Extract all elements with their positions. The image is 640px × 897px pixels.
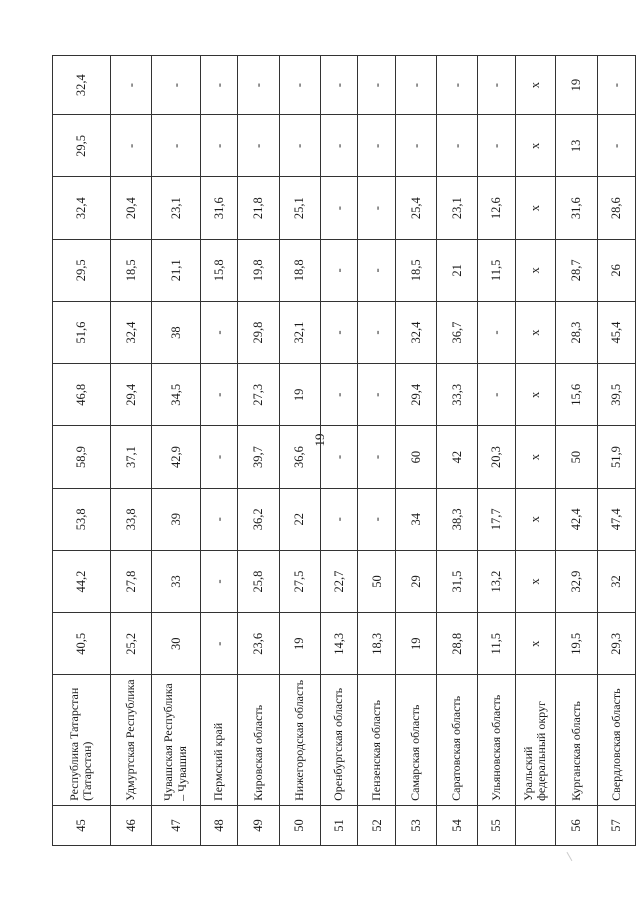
value-cell: -: [598, 115, 636, 177]
value-cell: -: [320, 177, 358, 239]
value-cell: 47,4: [598, 488, 636, 550]
value-cell: 28,7: [555, 239, 597, 301]
value-cell: 44,2: [53, 550, 111, 612]
value-cell: -: [320, 301, 358, 363]
value-cell: 23,6: [238, 613, 279, 675]
value-cell: -: [320, 426, 358, 488]
value-cell: -: [200, 364, 238, 426]
value-cell: -: [358, 56, 396, 115]
value-cell: 23,1: [437, 177, 478, 239]
value-cell: -: [200, 301, 238, 363]
value-cell: 23,1: [151, 177, 200, 239]
region-name-cell: Оренбургская область: [320, 675, 358, 805]
value-cell: -: [200, 115, 238, 177]
region-name-cell: Республика Татарстан (Татарстан): [53, 675, 111, 805]
rotated-table-container: [52, 55, 636, 846]
table-row: [358, 56, 396, 846]
region-name-cell: Удмуртская Республика: [110, 675, 151, 805]
value-cell: 21: [437, 239, 478, 301]
value-cell: 39,5: [598, 364, 636, 426]
value-cell: 29: [396, 550, 437, 612]
row-number-cell: 48: [200, 805, 238, 845]
value-cell: 39: [151, 488, 200, 550]
value-cell: -: [200, 426, 238, 488]
value-cell: -: [320, 364, 358, 426]
value-cell: -: [238, 56, 279, 115]
value-cell: 34,5: [151, 364, 200, 426]
value-cell: 25,4: [396, 177, 437, 239]
value-cell: -: [151, 56, 200, 115]
value-cell: -: [437, 115, 478, 177]
value-cell: 45,4: [598, 301, 636, 363]
row-number-cell: 54: [437, 805, 478, 845]
value-cell: 28,6: [598, 177, 636, 239]
table-row: [279, 56, 320, 846]
value-cell: 13: [555, 115, 597, 177]
value-cell: 19,5: [555, 613, 597, 675]
value-cell: 29,4: [110, 364, 151, 426]
value-cell: -: [151, 115, 200, 177]
row-number-cell: 56: [555, 805, 597, 845]
row-number-cell: 55: [478, 805, 516, 845]
value-cell: -: [200, 488, 238, 550]
value-cell: x: [515, 56, 555, 115]
table-row: [555, 56, 597, 846]
value-cell: -: [396, 115, 437, 177]
value-cell: -: [238, 115, 279, 177]
value-cell: 29,8: [238, 301, 279, 363]
value-cell: 11,5: [478, 239, 516, 301]
region-name-cell: Самарская область: [396, 675, 437, 805]
value-cell: 26: [598, 239, 636, 301]
value-cell: 14,3: [320, 613, 358, 675]
value-cell: 29,5: [53, 115, 111, 177]
value-cell: 31,6: [200, 177, 238, 239]
region-name-cell: Саратовская область: [437, 675, 478, 805]
value-cell: 32,4: [53, 177, 111, 239]
value-cell: -: [110, 115, 151, 177]
region-name-cell: Кировская область: [238, 675, 279, 805]
row-number-cell: 45: [53, 805, 111, 845]
value-cell: 50: [555, 426, 597, 488]
value-cell: -: [279, 115, 320, 177]
value-cell: 32,4: [396, 301, 437, 363]
value-cell: -: [358, 239, 396, 301]
value-cell: 19: [555, 56, 597, 115]
value-cell: 29,5: [53, 239, 111, 301]
value-cell: 39,7: [238, 426, 279, 488]
value-cell: -: [320, 56, 358, 115]
value-cell: 22: [279, 488, 320, 550]
table-row: [320, 56, 358, 846]
row-number-cell: 49: [238, 805, 279, 845]
value-cell: 38: [151, 301, 200, 363]
value-cell: -: [437, 56, 478, 115]
value-cell: x: [515, 488, 555, 550]
value-cell: 36,2: [238, 488, 279, 550]
row-number-cell: 53: [396, 805, 437, 845]
value-cell: 19: [279, 613, 320, 675]
value-cell: -: [320, 115, 358, 177]
row-number-cell: 50: [279, 805, 320, 845]
value-cell: 15,8: [200, 239, 238, 301]
value-cell: 51,9: [598, 426, 636, 488]
region-name-cell: Уральский федеральный округ: [515, 675, 555, 805]
value-cell: -: [200, 550, 238, 612]
value-cell: 32,4: [53, 56, 111, 115]
value-cell: 27,8: [110, 550, 151, 612]
value-cell: 21,8: [238, 177, 279, 239]
value-cell: 27,3: [238, 364, 279, 426]
region-name-cell: Чувашская Республика – Чувашия: [151, 675, 200, 805]
value-cell: 18,5: [110, 239, 151, 301]
regions-data-table: [52, 55, 636, 846]
value-cell: -: [478, 56, 516, 115]
value-cell: 37,1: [110, 426, 151, 488]
value-cell: -: [358, 488, 396, 550]
row-number-cell: 46: [110, 805, 151, 845]
value-cell: x: [515, 301, 555, 363]
value-cell: 25,1: [279, 177, 320, 239]
value-cell: 11,5: [478, 613, 516, 675]
value-cell: 33: [151, 550, 200, 612]
value-cell: 29,3: [598, 613, 636, 675]
scan-mark: [567, 845, 585, 861]
value-cell: -: [396, 56, 437, 115]
table-row: [53, 56, 111, 846]
value-cell: 32,1: [279, 301, 320, 363]
value-cell: -: [358, 301, 396, 363]
value-cell: -: [358, 426, 396, 488]
value-cell: 21,1: [151, 239, 200, 301]
value-cell: 28,3: [555, 301, 597, 363]
value-cell: 34: [396, 488, 437, 550]
value-cell: 25,2: [110, 613, 151, 675]
value-cell: 22,7: [320, 550, 358, 612]
table-row: [151, 56, 200, 846]
value-cell: -: [478, 364, 516, 426]
value-cell: 20,3: [478, 426, 516, 488]
value-cell: -: [200, 613, 238, 675]
value-cell: 28,8: [437, 613, 478, 675]
value-cell: 31,6: [555, 177, 597, 239]
value-cell: 19: [279, 364, 320, 426]
value-cell: x: [515, 239, 555, 301]
value-cell: 46,8: [53, 364, 111, 426]
table-row: [598, 56, 636, 846]
value-cell: 38,3: [437, 488, 478, 550]
value-cell: x: [515, 550, 555, 612]
value-cell: -: [358, 364, 396, 426]
table-row: [396, 56, 437, 846]
row-number-cell: 52: [358, 805, 396, 845]
value-cell: 36,6: [279, 426, 320, 488]
region-name-cell: Пермский край: [200, 675, 238, 805]
value-cell: x: [515, 115, 555, 177]
value-cell: 20,4: [110, 177, 151, 239]
row-number-cell: 51: [320, 805, 358, 845]
value-cell: 42,4: [555, 488, 597, 550]
value-cell: 42: [437, 426, 478, 488]
value-cell: 13,2: [478, 550, 516, 612]
value-cell: 58,9: [53, 426, 111, 488]
region-name-cell: Нижегородская область: [279, 675, 320, 805]
region-name-cell: Ульяновская область: [478, 675, 516, 805]
value-cell: -: [320, 488, 358, 550]
value-cell: -: [279, 56, 320, 115]
value-cell: 17,7: [478, 488, 516, 550]
value-cell: 51,6: [53, 301, 111, 363]
value-cell: 25,8: [238, 550, 279, 612]
value-cell: x: [515, 364, 555, 426]
value-cell: 19,8: [238, 239, 279, 301]
value-cell: x: [515, 177, 555, 239]
value-cell: -: [320, 239, 358, 301]
value-cell: 18,5: [396, 239, 437, 301]
table-row: [515, 56, 555, 846]
value-cell: 18,8: [279, 239, 320, 301]
value-cell: 42,9: [151, 426, 200, 488]
value-cell: 33,8: [110, 488, 151, 550]
value-cell: 33,3: [437, 364, 478, 426]
value-cell: 32: [598, 550, 636, 612]
value-cell: 19: [396, 613, 437, 675]
value-cell: 40,5: [53, 613, 111, 675]
row-number-cell: 47: [151, 805, 200, 845]
value-cell: -: [478, 115, 516, 177]
value-cell: 36,7: [437, 301, 478, 363]
value-cell: -: [358, 115, 396, 177]
row-number-cell: [515, 805, 555, 845]
value-cell: -: [478, 301, 516, 363]
table-row: [238, 56, 279, 846]
table-row: [437, 56, 478, 846]
region-name-cell: Курганская область: [555, 675, 597, 805]
value-cell: 53,8: [53, 488, 111, 550]
table-body: [53, 56, 636, 846]
value-cell: 31,5: [437, 550, 478, 612]
page-number: 19: [312, 433, 327, 447]
region-name-cell: Свердловская область: [598, 675, 636, 805]
value-cell: 29,4: [396, 364, 437, 426]
value-cell: -: [110, 56, 151, 115]
value-cell: 60: [396, 426, 437, 488]
value-cell: -: [598, 56, 636, 115]
value-cell: 12,6: [478, 177, 516, 239]
row-number-cell: 57: [598, 805, 636, 845]
value-cell: 30: [151, 613, 200, 675]
table-row: [478, 56, 516, 846]
value-cell: 32,9: [555, 550, 597, 612]
value-cell: 32,4: [110, 301, 151, 363]
value-cell: 18,3: [358, 613, 396, 675]
value-cell: x: [515, 613, 555, 675]
value-cell: 15,6: [555, 364, 597, 426]
value-cell: -: [200, 56, 238, 115]
value-cell: 50: [358, 550, 396, 612]
value-cell: 27,5: [279, 550, 320, 612]
value-cell: -: [358, 177, 396, 239]
table-row: [200, 56, 238, 846]
region-name-cell: Пензенская область: [358, 675, 396, 805]
value-cell: x: [515, 426, 555, 488]
table-row: [110, 56, 151, 846]
